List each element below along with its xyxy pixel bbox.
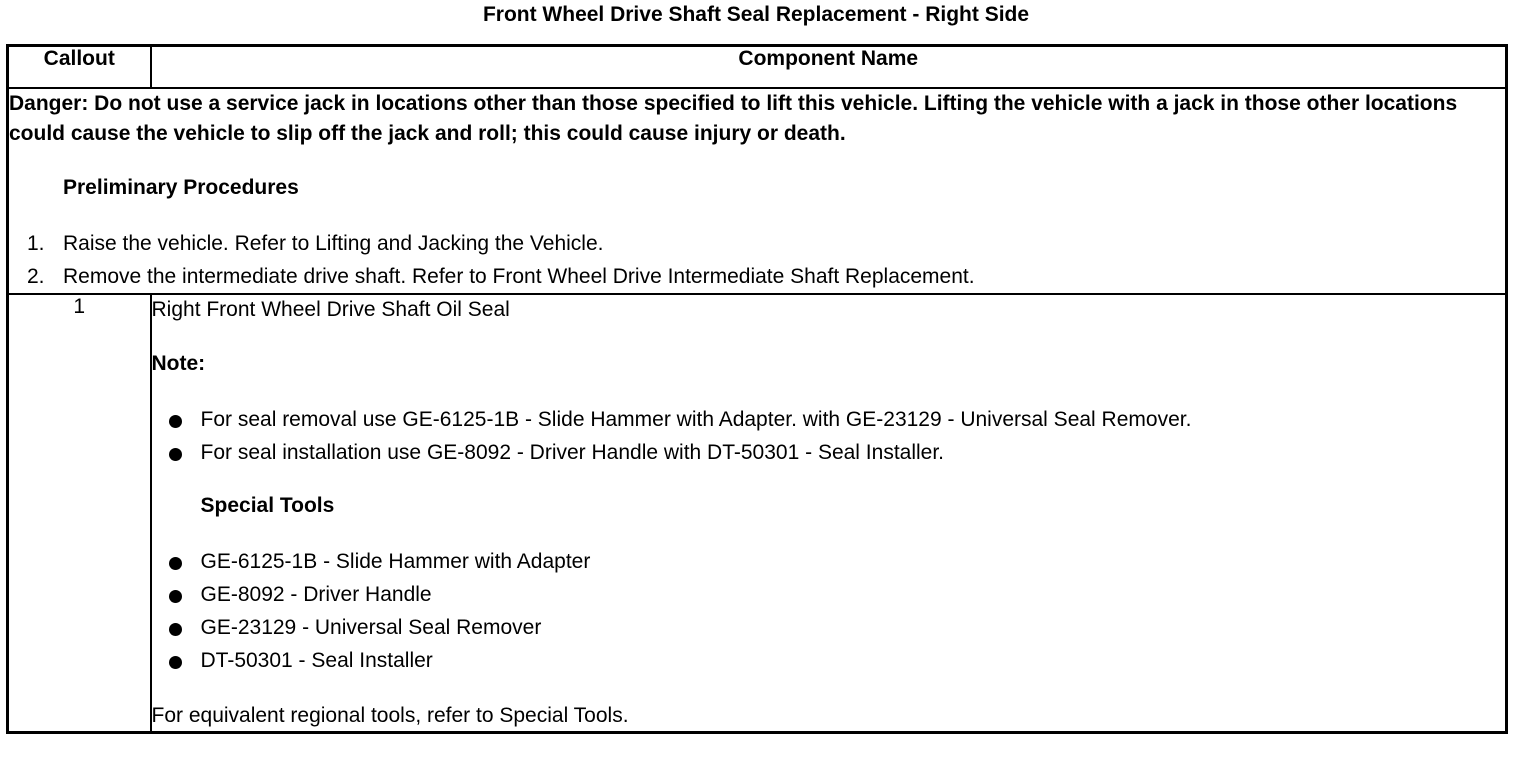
component-cell [151, 294, 1507, 733]
special-tools-list [152, 545, 1506, 677]
bullet-icon [169, 623, 182, 636]
component-name-column-header: Component Name [151, 46, 1507, 89]
table-row [8, 294, 1507, 733]
callout-column-header: Callout [8, 46, 151, 89]
document-title: Front Wheel Drive Shaft Seal Replacement - Right Side [482, 3, 1030, 26]
list-item [9, 260, 1505, 293]
callout-number: 1 [8, 294, 151, 733]
equivalent-tools-text: For equivalent regional tools, refer to Special Tools. [151, 704, 629, 727]
preliminary-steps-list [9, 227, 1505, 293]
tool-text: GE-23129 - Universal Seal Remover [200, 616, 542, 639]
danger-row [8, 88, 1507, 294]
list-item [152, 436, 1506, 469]
procedure-table [6, 44, 1508, 734]
bullet-icon [169, 415, 182, 428]
bullet-icon [169, 590, 182, 603]
list-item [152, 578, 1506, 611]
bullet-icon [169, 656, 182, 669]
list-item [152, 611, 1506, 644]
step-text: Remove the intermediate drive shaft. Refer to Front Wheel Drive Intermediate Shaft Replacement. [63, 265, 975, 288]
bullet-icon [169, 448, 182, 461]
tool-text: GE-6125-1B - Slide Hammer with Adapter [200, 550, 591, 573]
table-header-row [8, 46, 1507, 89]
special-tools-heading: Special Tools [200, 494, 335, 517]
tool-text: GE-8092 - Driver Handle [200, 583, 432, 606]
note-text: For seal installation use GE-8092 - Driver Handle with DT-50301 - Seal Installer. [200, 441, 945, 464]
preliminary-procedures-heading: Preliminary Procedures [63, 176, 299, 199]
step-text: Raise the vehicle. Refer to Lifting and Jacking the Vehicle. [63, 232, 604, 255]
step-number: 1. [27, 232, 45, 255]
note-text: For seal removal use GE-6125-1B - Slide Hammer with Adapter. with GE-23129 - Universal Seal Remover. [200, 408, 1192, 431]
danger-cell [8, 88, 1507, 294]
list-item [152, 403, 1506, 436]
note-label: Note: [151, 352, 206, 375]
list-item [152, 644, 1506, 677]
component-name: Right Front Wheel Drive Shaft Oil Seal [151, 298, 510, 321]
notes-list [152, 403, 1506, 469]
danger-warning: Danger: Do not use a service jack in locations other than those specified to lift this vehicle. Lifting the vehicle with a jack in those other locations could cause the vehicle to slip off the jack and roll; this could cause injury or death. [9, 92, 1458, 145]
tool-text: DT-50301 - Seal Installer [200, 649, 433, 672]
list-item [152, 545, 1506, 578]
step-number: 2. [27, 265, 45, 288]
bullet-icon [169, 557, 182, 570]
list-item [9, 227, 1505, 260]
